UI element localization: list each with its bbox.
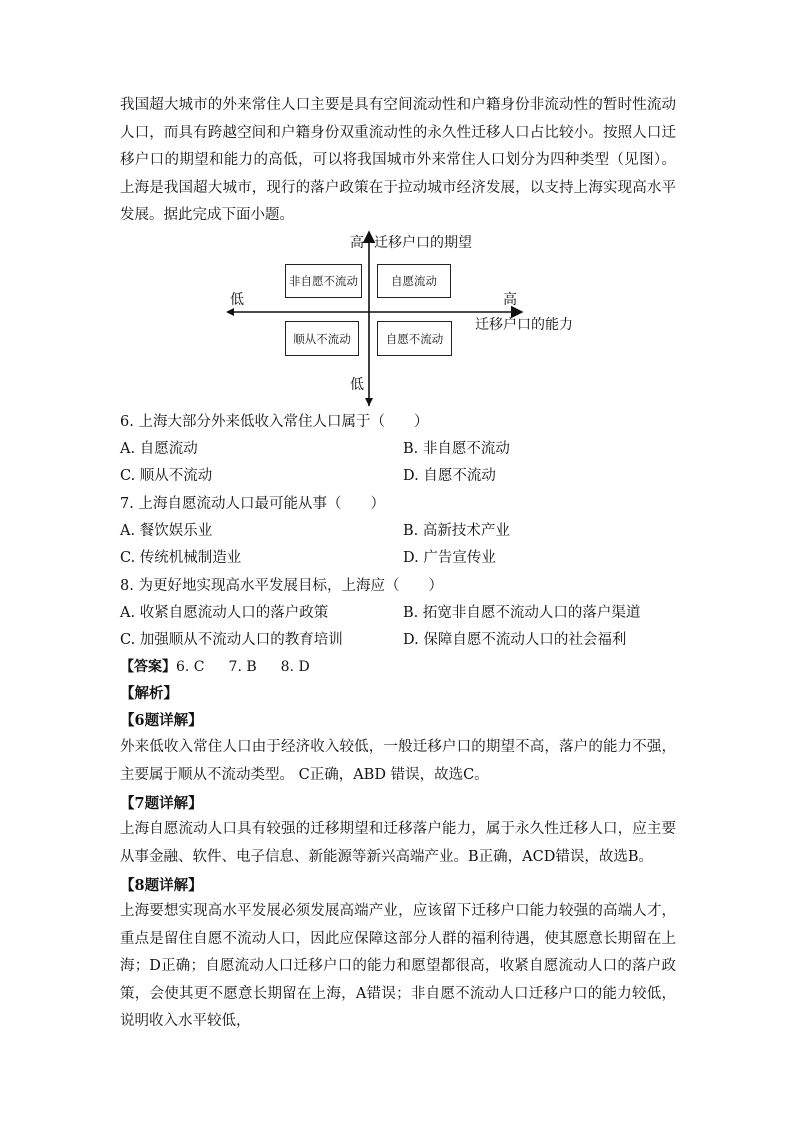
quadrant-top-right: 自愿流动: [377, 264, 451, 298]
answer-8: 8. D: [280, 659, 310, 675]
question-7-option-b: B. 高新技术产业: [403, 523, 510, 539]
question-6-option-d: D. 自愿不流动: [403, 468, 496, 484]
quadrant-top-left: 非自愿不流动: [285, 264, 362, 298]
population-type-diagram: [222, 228, 582, 408]
question-8-option-d: D. 保障自愿不流动人口的社会福利: [403, 632, 627, 648]
y-low-label: 低: [350, 377, 364, 393]
answer-label: 【答案】: [120, 659, 176, 675]
question-7-option-d: D. 广告宣传业: [403, 550, 496, 566]
detail-7-text: 上海自愿流动人口具有较强的迁移期望和迁移落户能力，属于永久性迁移人口，应主要从事金融、软件、电子信息、新能源等新兴高端产业。B正确，ACD错误，故选B。: [120, 821, 676, 865]
answer-6: 6. C: [176, 659, 205, 675]
detail-6-text: 外来低收入常住人口由于经济收入较低，一般迁移户口的期望不高，落户的能力不强，主要属于顺从不流动类型。 C正确，ABD 错误，故选C。: [120, 739, 676, 783]
detail-6-title: 【6题详解】: [120, 712, 203, 729]
question-8-option-a: A. 收紧自愿流动人口的落户政策: [120, 605, 329, 621]
question-6-option-c: C. 顺从不流动: [120, 468, 213, 484]
detail-8-title: 【8题详解】: [120, 877, 203, 894]
question-7-option-c: C. 传统机械制造业: [120, 550, 242, 566]
quadrant-bottom-right: 自愿不流动: [377, 321, 452, 356]
question-6-stem: 6. 上海大部分外来低收入常住人口属于（ ）: [120, 414, 429, 430]
question-7-stem: 7. 上海自愿流动人口最可能从事（ ）: [120, 496, 385, 512]
question-7-option-a: A. 餐饮娱乐业: [120, 523, 213, 539]
answer-line: [120, 658, 310, 676]
x-axis-label: 迁移户口的能力: [475, 317, 573, 333]
question-6-option-b: B. 非自愿不流动: [403, 441, 510, 457]
y-axis-label: 迁移户口的期望: [374, 235, 472, 251]
question-8-option-b: B. 拓宽非自愿不流动人口的落户渠道: [403, 605, 641, 621]
quadrant-bottom-left: 顺从不流动: [285, 321, 359, 356]
detail-7-title: 【7题详解】: [120, 795, 203, 812]
answer-7: 7. B: [228, 659, 257, 675]
intro-paragraph: 我国超大城市的外来常住人口主要是具有空间流动性和户籍身份非流动性的暂时性流动人口，而具有跨越空间和户籍身份双重流动性的永久性迁移人口占比较小。按照人口迁移户口的期望和能力的高低，可以将我国城市外来常住人口划分为四种类型（见图）。上海是我国超大城市，现行的落户政策在于拉动城市经济发展，以支持上海实现高水平发展。据此完成下面小题。: [120, 97, 676, 223]
analysis-label: 【解析】: [120, 685, 178, 702]
horizontal-axis-left-arrow: [226, 308, 234, 316]
question-8-stem: 8. 为更好地实现高水平发展目标，上海应（ ）: [120, 578, 443, 594]
y-high-label: 高: [350, 235, 364, 251]
question-8-option-c: C. 加强顺从不流动人口的教育培训: [120, 632, 343, 648]
detail-8-text: 上海要想实现高水平发展必须发展高端产业，应该留下迁移户口能力较强的高端人才，重点是留住自愿不流动人口，因此应保障这部分人群的福利待遇，使其愿意长期留在上海；D正确；自愿流动人口迁移户口的能力和愿望都很高，收紧自愿流动人口的落户政策，会使其更不愿意长期留在上海，A错误；非自愿不流动人口迁移户口的能力较低，说明收入水平较低，: [120, 903, 676, 1029]
x-high-label: 高: [503, 292, 517, 308]
question-6-option-a: A. 自愿流动: [120, 441, 198, 457]
vertical-axis-bottom-arrow: [365, 398, 373, 406]
x-low-label: 低: [230, 292, 244, 308]
